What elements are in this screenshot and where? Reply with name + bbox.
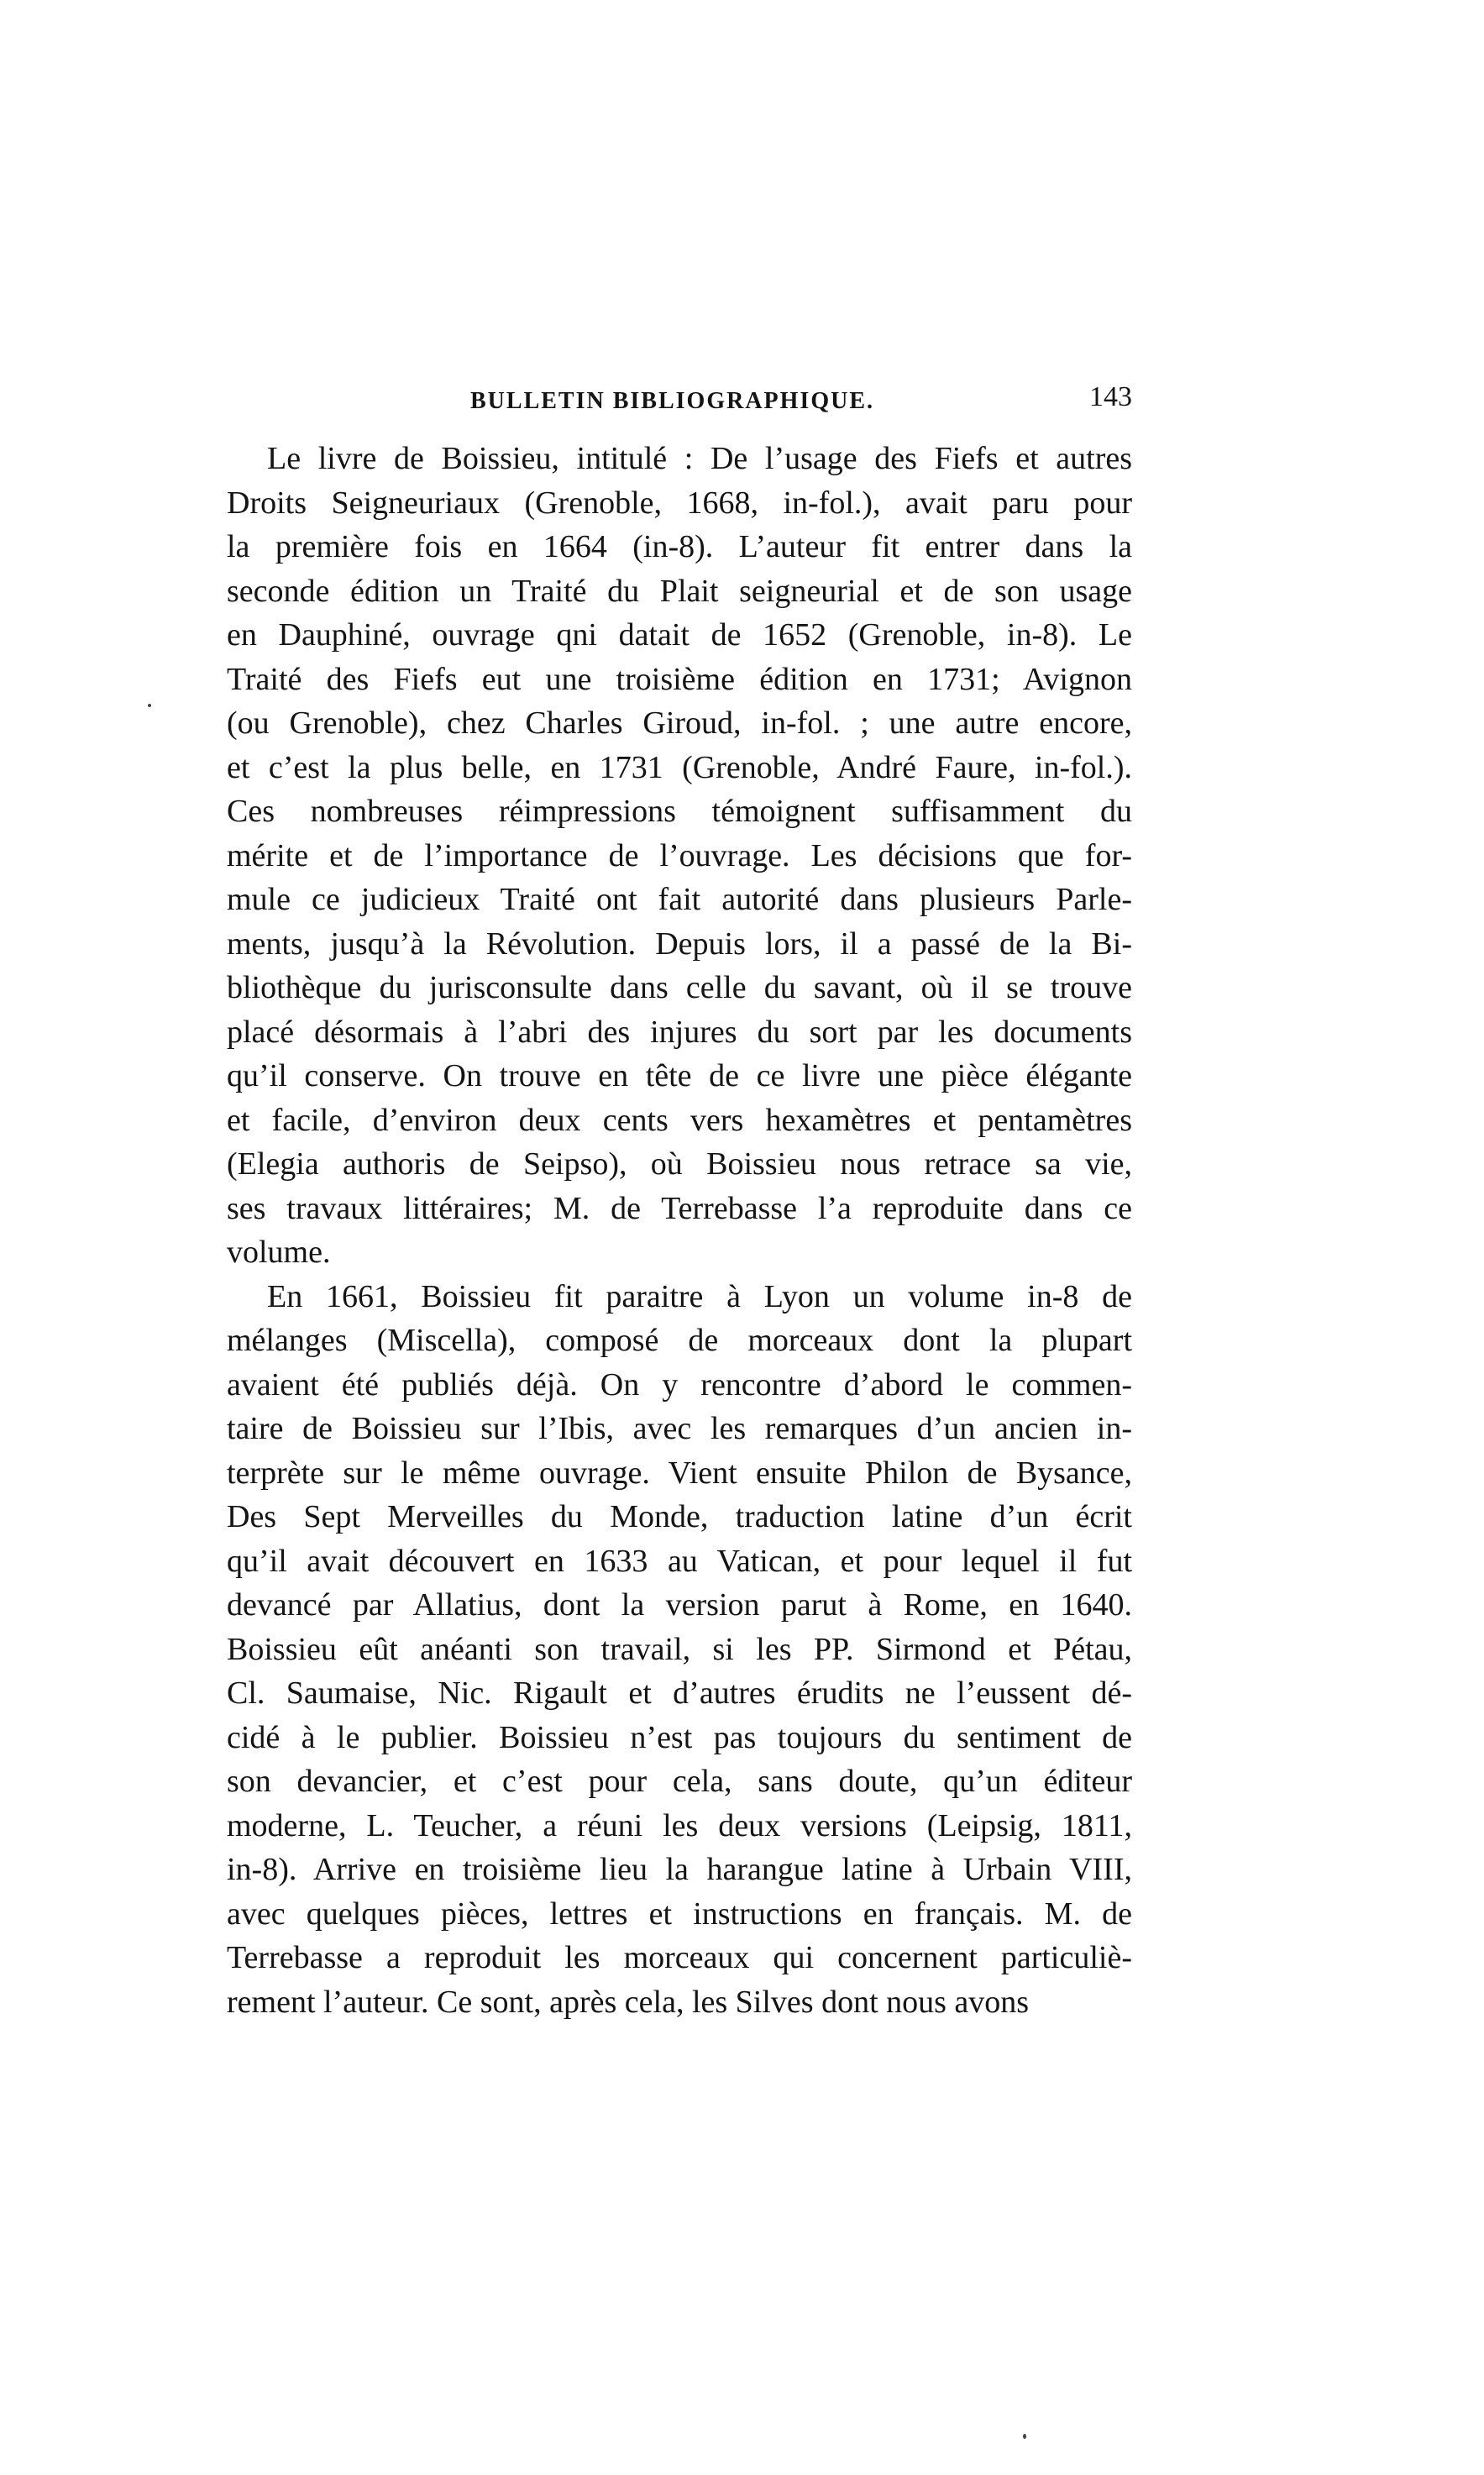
text-line: Terrebasse a reproduit les morceaux qui concernent particuliè- xyxy=(227,1940,1132,1975)
text-line: qu’il conserve. On trouve en tête de ce livre une pièce élégante xyxy=(227,1058,1132,1093)
text-line: taire de Boissieu sur l’Ibis, avec les remarques d’un ancien in- xyxy=(227,1411,1132,1446)
text-line: Droits Seigneuriaux (Grenoble, 1668, in-fol.), avait paru pour xyxy=(227,485,1132,521)
text-line: (Elegia authoris de Seipso), où Boissieu nous retrace sa vie, xyxy=(227,1146,1132,1182)
text-line: seconde édition un Traité du Plait seigneurial et de son usage xyxy=(227,573,1132,609)
text-line: en Dauphiné, ouvrage qni datait de 1652 (Grenoble, in-8). Le xyxy=(227,617,1132,653)
text-line: mélanges (Miscella), composé de morceaux dont la plupart xyxy=(227,1323,1132,1358)
text-line: et c’est la plus belle, en 1731 (Grenoble, André Faure, in-fol.). xyxy=(227,749,1132,785)
page-number: 143 xyxy=(1089,381,1132,412)
text-line: in-8). Arrive en troisième lieu la harangue latine à Urbain VIII, xyxy=(227,1852,1132,1887)
paragraph xyxy=(227,1275,1132,2025)
text-line: ments, jusqu’à la Révolution. Depuis lors, il a passé de la Bi- xyxy=(227,926,1132,962)
text-line: placé désormais à l’abri des injures du sort par les documents xyxy=(227,1014,1132,1050)
text-line: qu’il avait découvert en 1633 au Vatican, et pour lequel il fut xyxy=(227,1543,1132,1579)
text-line: Cl. Saumaise, Nic. Rigault et d’autres érudits ne l’eussent dé- xyxy=(227,1675,1132,1711)
page-header xyxy=(227,381,1132,423)
text-line: Le livre de Boissieu, intitulé : De l’usage des Fiefs et autres xyxy=(267,441,1132,476)
text-line: (ou Grenoble), chez Charles Giroud, in-fol. ; une autre encore, xyxy=(227,705,1132,741)
text-line: Ces nombreuses réimpressions témoignent suffisamment du xyxy=(227,794,1132,829)
body-text xyxy=(227,437,1132,2024)
text-line: mérite et de l’importance de l’ouvrage. Les décisions que for- xyxy=(227,837,1132,873)
text-line: Des Sept Merveilles du Monde, traduction latine d’un écrit xyxy=(227,1499,1132,1534)
text-line: la première fois en 1664 (in-8). L’auteur fit entrer dans la xyxy=(227,529,1132,564)
text-line: avaient été publiés déjà. On y rencontre d’abord le commen- xyxy=(227,1366,1132,1403)
scan-speck xyxy=(148,704,151,707)
text-line: Traité des Fiefs eut une troisième édition en 1731; Avignon xyxy=(227,661,1132,697)
scan-speck xyxy=(1023,2434,1026,2439)
text-line: cidé à le publier. Boissieu n’est pas toujours du sentiment de xyxy=(227,1719,1132,1755)
text-line: terprète sur le même ouvrage. Vient ensuite Philon de Bysance, xyxy=(227,1455,1132,1491)
text-line: moderne, L. Teucher, a réuni les deux versions (Leipsig, 1811, xyxy=(227,1807,1132,1843)
text-line: son devancier, et c’est pour cela, sans doute, qu’un éditeur xyxy=(227,1764,1132,1799)
text-line: mule ce judicieux Traité ont fait autorité dans plusieurs Parle- xyxy=(227,882,1132,917)
text-line: En 1661, Boissieu fit paraitre à Lyon un volume in-8 de xyxy=(267,1278,1132,1314)
text-line: et facile, d’environ deux cents vers hexamètres et pentamètres xyxy=(227,1102,1132,1138)
text-line: ses travaux littéraires; M. de Terrebasse l’a reproduite dans ce xyxy=(227,1190,1132,1226)
text-line: bliothèque du jurisconsulte dans celle du savant, où il se trouve xyxy=(227,970,1132,1005)
text-line: devancé par Allatius, dont la version parut à Rome, en 1640. xyxy=(227,1587,1132,1623)
text-line: avec quelques pièces, lettres et instructions en français. M. de xyxy=(227,1896,1132,1932)
text-line: rement l’auteur. Ce sont, après cela, les Silves dont nous avons xyxy=(227,1984,1030,2020)
text-line: Boissieu eût anéanti son travail, si les PP. Sirmond et Pétau, xyxy=(227,1631,1132,1667)
text-line: volume. xyxy=(227,1235,331,1270)
paragraph xyxy=(227,437,1132,1275)
running-title: BULLETIN BIBLIOGRAPHIQUE. xyxy=(470,388,874,414)
